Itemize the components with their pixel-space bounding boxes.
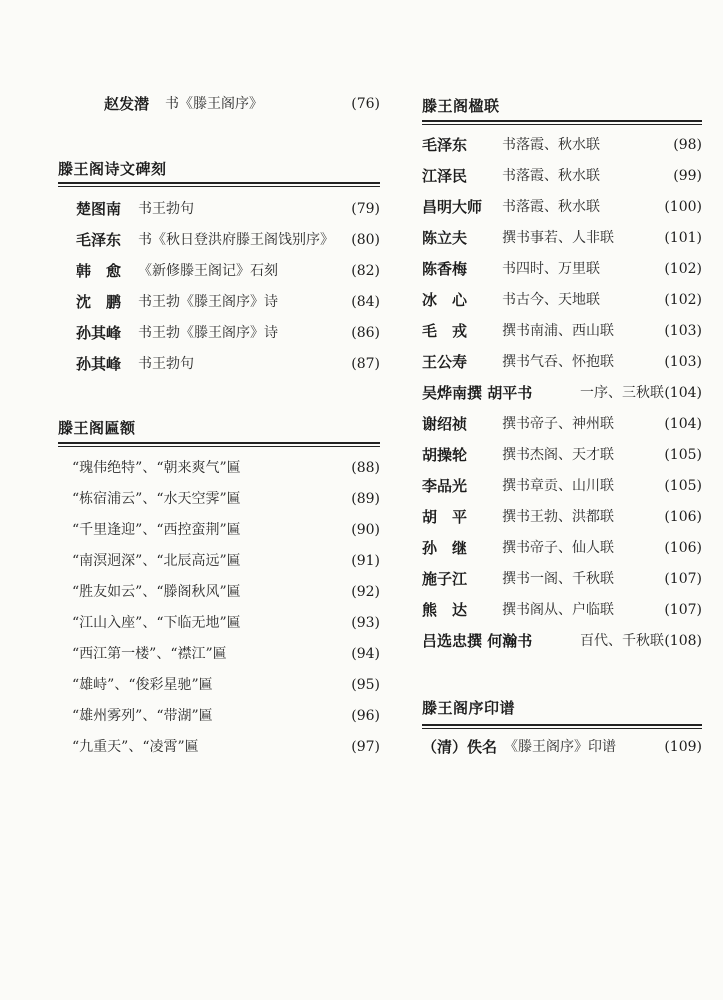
toc-entry[interactable]: [58, 705, 380, 727]
entry-page: (105): [664, 447, 702, 463]
toc-entry[interactable]: [58, 581, 380, 603]
toc-entry[interactable]: [422, 382, 702, 404]
section-divider: [58, 182, 380, 187]
entry-name: 赵发潜: [104, 95, 150, 113]
section-title-couplets: 滕王阁楹联: [422, 97, 500, 115]
entry-desc: 书王勃《滕王阁序》诗: [138, 325, 278, 341]
entry-desc: 撰书帝子、神州联: [502, 416, 614, 432]
toc-entry[interactable]: [58, 322, 380, 344]
entry-name: 孙其峰: [76, 324, 122, 342]
section-divider: [422, 724, 702, 729]
toc-entry[interactable]: [58, 229, 380, 251]
toc-entry[interactable]: [58, 198, 380, 220]
entry-page: (90): [351, 522, 380, 538]
toc-entry[interactable]: [58, 612, 380, 634]
entry-page: (106): [664, 540, 702, 556]
entry-desc: 撰书事若、人非联: [502, 230, 614, 246]
section-divider: [422, 120, 702, 125]
entry-desc: 书王勃《滕王阁序》诗: [138, 294, 278, 310]
entry-page: (94): [351, 646, 380, 662]
entry-page: (101): [664, 230, 702, 246]
entry-name: 毛 戎: [422, 322, 468, 340]
entry-desc: 书《秋日登洪府滕王阁饯别序》: [138, 232, 334, 248]
entry-name: 吕选忠撰 何瀚书: [422, 632, 533, 650]
entry-page: (109): [664, 739, 702, 755]
entry-page: (99): [673, 168, 702, 184]
entry-name: 沈 鹏: [76, 293, 122, 311]
entry-desc: “九重天”、“凌霄”匾: [72, 739, 199, 755]
entry-desc: “雄州雾列”、“带湖”匾: [72, 708, 213, 724]
entry-page: (97): [351, 739, 380, 755]
entry-desc: “胜友如云”、“滕阁秋风”匾: [72, 584, 241, 600]
toc-entry[interactable]: [422, 320, 702, 342]
entry-desc: 撰书杰阁、天才联: [502, 447, 614, 463]
entry-page: (87): [351, 356, 380, 372]
entry-page: (88): [351, 460, 380, 476]
toc-entry[interactable]: [58, 519, 380, 541]
entry-page: (100): [664, 199, 702, 215]
toc-entry[interactable]: [422, 444, 702, 466]
entry-page: (104): [664, 385, 702, 401]
toc-entry[interactable]: [58, 736, 380, 758]
toc-entry[interactable]: [422, 351, 702, 373]
toc-entry[interactable]: [58, 353, 380, 375]
entry-name: 昌明大师: [422, 198, 483, 216]
section-title-plaques: 滕王阁匾额: [58, 419, 136, 437]
entry-name: 孙 继: [422, 539, 468, 557]
toc-entry-intro[interactable]: [58, 93, 380, 115]
entry-desc: 撰书阁从、户临联: [502, 602, 614, 618]
entry-desc: 书王勃句: [138, 356, 194, 372]
entry-page: (96): [351, 708, 380, 724]
entry-name: 熊 达: [422, 601, 468, 619]
entry-desc: 撰书南浦、西山联: [502, 323, 614, 339]
entry-name: 李品光: [422, 477, 468, 495]
entry-page: (102): [664, 292, 702, 308]
toc-entry[interactable]: [422, 258, 702, 280]
toc-entry[interactable]: [422, 537, 702, 559]
toc-entry[interactable]: [58, 457, 380, 479]
entry-page: (107): [664, 602, 702, 618]
entry-desc: 书落霞、秋水联: [502, 199, 600, 215]
toc-entry[interactable]: [58, 643, 380, 665]
entry-page: (102): [664, 261, 702, 277]
toc-entry[interactable]: [422, 475, 702, 497]
entry-page: (105): [664, 478, 702, 494]
entry-desc: 书落霞、秋水联: [502, 137, 600, 153]
entry-page: (76): [351, 96, 380, 112]
entry-name: 冰 心: [422, 291, 468, 309]
entry-page: (98): [673, 137, 702, 153]
entry-desc: 书四时、万里联: [502, 261, 600, 277]
entry-desc: 书王勃句: [138, 201, 194, 217]
toc-entry[interactable]: [422, 227, 702, 249]
toc-entry[interactable]: [58, 550, 380, 572]
entry-desc: “江山入座”、“下临无地”匾: [72, 615, 241, 631]
entry-name: 胡 平: [422, 508, 468, 526]
entry-page: (106): [664, 509, 702, 525]
entry-name: 毛泽东: [422, 136, 468, 154]
entry-name: 吴烨南撰 胡平书: [422, 384, 533, 402]
entry-page: (80): [351, 232, 380, 248]
entry-page: (104): [664, 416, 702, 432]
entry-desc: “栋宿浦云”、“水天空霁”匾: [72, 491, 241, 507]
entry-desc: 撰书王勃、洪都联: [502, 509, 614, 525]
entry-desc: “雄峙”、“俊彩星驰”匾: [72, 677, 213, 693]
entry-page: (79): [351, 201, 380, 217]
toc-entry[interactable]: [58, 488, 380, 510]
toc-entry[interactable]: [422, 196, 702, 218]
entry-page: (84): [351, 294, 380, 310]
entry-page: (89): [351, 491, 380, 507]
toc-entry[interactable]: [422, 568, 702, 590]
entry-page: (91): [351, 553, 380, 569]
entry-name: 楚图南: [76, 200, 122, 218]
entry-page: (86): [351, 325, 380, 341]
entry-desc: 撰书气吞、怀抱联: [502, 354, 614, 370]
entry-desc: “瑰伟绝特”、“朝来爽气”匾: [72, 460, 241, 476]
entry-page: (82): [351, 263, 380, 279]
toc-entry[interactable]: [422, 599, 702, 621]
entry-page: (92): [351, 584, 380, 600]
entry-page: (93): [351, 615, 380, 631]
section-title-seals: 滕王阁序印谱: [422, 699, 516, 717]
section-divider: [58, 442, 380, 447]
entry-page: (95): [351, 677, 380, 693]
entry-name: 韩 愈: [76, 262, 122, 280]
entry-name: 谢绍祯: [422, 415, 468, 433]
entry-desc: 书古今、天地联: [502, 292, 600, 308]
entry-desc: “千里逢迎”、“西控蛮荆”匾: [72, 522, 241, 538]
toc-entry[interactable]: [422, 413, 702, 435]
entry-desc: 书《滕王阁序》: [165, 96, 263, 112]
entry-name: 陈立夫: [422, 229, 468, 247]
entry-name: 施子江: [422, 570, 468, 588]
toc-entry[interactable]: [422, 506, 702, 528]
entry-desc: “西江第一楼”、“襟江”匾: [72, 646, 227, 662]
entry-desc: “南溟迥深”、“北辰高远”匾: [72, 553, 241, 569]
toc-entry[interactable]: [58, 674, 380, 696]
entry-desc: 撰书章贡、山川联: [502, 478, 614, 494]
entry-name: （清）佚名: [422, 738, 498, 756]
entry-desc: 一序、三秋联: [580, 385, 664, 401]
entry-desc: 书落霞、秋水联: [502, 168, 600, 184]
entry-desc: 《滕王阁序》印谱: [504, 739, 616, 755]
entry-page: (107): [664, 571, 702, 587]
entry-desc: 撰书一阁、千秋联: [502, 571, 614, 587]
entry-desc: 《新修滕王阁记》石刻: [138, 263, 278, 279]
entry-page: (103): [664, 354, 702, 370]
entry-desc: 撰书帝子、仙人联: [502, 540, 614, 556]
toc-entry[interactable]: [58, 291, 380, 313]
toc-entry[interactable]: [422, 165, 702, 187]
toc-entry[interactable]: [422, 630, 702, 652]
entry-page: (108): [664, 633, 702, 649]
toc-entry[interactable]: [422, 134, 702, 156]
section-title-stele: 滕王阁诗文碑刻: [58, 160, 167, 178]
entry-name: 王公寿: [422, 353, 468, 371]
entry-name: 江泽民: [422, 167, 468, 185]
toc-entry[interactable]: [422, 736, 702, 758]
entry-name: 陈香梅: [422, 260, 468, 278]
entry-name: 毛泽东: [76, 231, 122, 249]
entry-name: 胡操轮: [422, 446, 468, 464]
toc-entry[interactable]: [422, 289, 702, 311]
entry-name: 孙其峰: [76, 355, 122, 373]
toc-entry[interactable]: [58, 260, 380, 282]
entry-page: (103): [664, 323, 702, 339]
entry-desc: 百代、千秋联: [580, 633, 664, 649]
